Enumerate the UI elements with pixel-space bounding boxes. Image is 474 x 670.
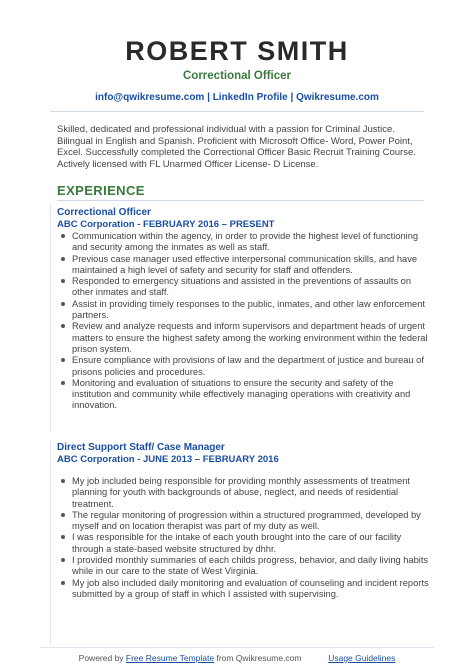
- list-item: [57, 476, 429, 510]
- list-item: [57, 555, 429, 578]
- job-entry-2: [57, 442, 429, 600]
- bullet-text: Review and analyze requests and inform supervisors and department heads of urgent matters to ensure the highest safety among the working environment within the federal prison system.: [72, 321, 428, 354]
- bullet-text: My job included being responsible for providing monthly assessments of treatment planning for youth with backgrounds of abuse, neglect, and needs of residential treatment.: [72, 476, 410, 509]
- footer-divider: [40, 647, 434, 648]
- bullet-text: Monitoring and evaluation of situations to ensure the security and safety of the institution and community while effectively managing operations with creativity and innovation.: [72, 377, 411, 411]
- footer-prefix: Powered by: [78, 653, 126, 663]
- bullet-icon: [61, 279, 65, 283]
- bullet-icon: [61, 381, 65, 385]
- bullet-icon: [61, 581, 65, 585]
- email-link[interactable]: info@qwikresume.com: [95, 92, 205, 103]
- free-resume-template-link[interactable]: Free Resume Template: [125, 653, 215, 663]
- bullet-text: I was responsible for the intake of each youth brought into the care of our facility through a state-based website structured by dhhr.: [72, 532, 402, 554]
- header-divider: [50, 111, 424, 112]
- job-bullets: [57, 231, 429, 412]
- usage-guidelines-link[interactable]: Usage Guidelines: [328, 653, 396, 663]
- contact-line: [0, 91, 474, 104]
- bullet-text: I provided monthly summaries of each childs progress, behavior, and daily living habits while in our care to the state of West Virginia.: [72, 555, 429, 577]
- list-item: [57, 276, 429, 299]
- job-bullets: [57, 476, 429, 600]
- job-entry-1: [57, 207, 429, 412]
- bullet-icon: [61, 479, 65, 483]
- bullet-icon: [61, 535, 65, 539]
- candidate-title: Correctional Officer: [183, 70, 291, 82]
- list-item: [57, 510, 429, 533]
- list-item: [57, 299, 429, 322]
- footer: [0, 653, 474, 664]
- linkedin-link[interactable]: LinkedIn Profile: [212, 92, 288, 103]
- bullet-icon: [61, 324, 65, 328]
- summary-paragraph: Skilled, dedicated and professional individual with a passion for Criminal Justice. Bilingual in English and Spanish. Proficient with Microsoft Office- Word, Power Point, Excel. Successfully completed the Correctional Officer Basic Recruit Training Course. Actively licensed with FL Unarmed Officer License- D License.: [57, 124, 416, 170]
- job-role: Correctional Officer: [57, 207, 151, 218]
- website-link[interactable]: Qwikresume.com: [296, 92, 379, 103]
- bullet-text: Communication within the agency, in order to provide the highest level of functioning and security among the inmates as well as staff.: [72, 231, 419, 253]
- timeline-line: [50, 440, 51, 645]
- job-role: Direct Support Staff/ Case Manager: [57, 442, 225, 453]
- list-item: [57, 231, 429, 254]
- bullet-text: Ensure compliance with provisions of law and the department of justice and bureau of prisons policies and procedures.: [72, 355, 424, 377]
- bullet-text: Assist in providing timely responses to the public, inmates, and other law enforcement partners.: [72, 298, 425, 321]
- list-item: [57, 378, 429, 412]
- bullet-icon: [61, 513, 65, 517]
- footer-middle: from Qwikresume.com: [214, 653, 302, 663]
- timeline-line: [50, 204, 51, 432]
- bullet-text: Responded to emergency situations and assisted in the preventions of assaults on other inmates and staff.: [72, 276, 412, 298]
- bullet-text: My job also included daily monitoring and evaluation of counseling and incident reports submitted by a group of staff in which I assisted with supervising.: [72, 577, 429, 599]
- bullet-icon: [61, 234, 65, 238]
- bullet-icon: [61, 257, 65, 261]
- list-item: [57, 254, 429, 277]
- list-item: [57, 532, 429, 555]
- contact-separator: |: [287, 92, 297, 103]
- list-item: [57, 578, 429, 601]
- list-item: [57, 321, 429, 355]
- experience-divider: [57, 200, 424, 201]
- bullet-icon: [61, 302, 65, 306]
- job-company-dates: ABC Corporation - JUNE 2013 – FEBRUARY 2016: [57, 454, 279, 465]
- list-item: [57, 355, 429, 378]
- experience-heading: EXPERIENCE: [57, 183, 145, 198]
- bullet-icon: [61, 558, 65, 562]
- contact-separator: |: [204, 92, 213, 103]
- bullet-icon: [61, 358, 65, 362]
- candidate-name: ROBERT SMITH: [125, 36, 349, 66]
- job-company-dates: ABC Corporation - FEBRUARY 2016 – PRESENT: [57, 219, 275, 230]
- bullet-text: The regular monitoring of progression within a structured programmed, developed by myself and on location therapist was part of my duty as well.: [72, 509, 421, 532]
- bullet-text: Previous case manager used effective interpersonal communication skills, and have maintained a high level of safety and security for staff and offenders.: [72, 253, 418, 275]
